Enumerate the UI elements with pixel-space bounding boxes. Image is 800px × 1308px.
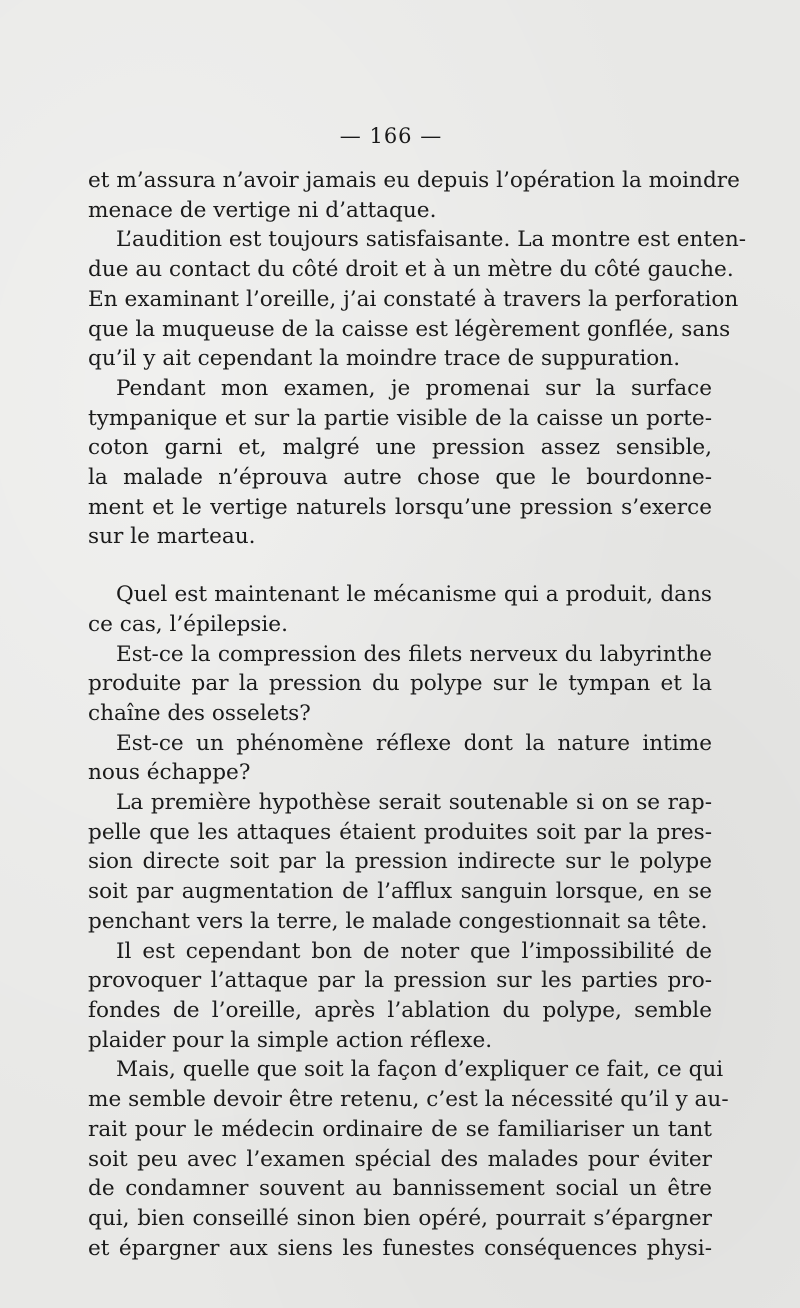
text-line: qui, bien conseillé sinon bien opéré, pourrait s’épargner [88,1205,712,1231]
text-line: nous échappe? [88,760,251,786]
paragraph [88,937,712,1056]
text-line: due au contact du côté droit et à un mètre du côté gauche. [88,257,734,283]
text-line: ce cas, l’épilepsie. [88,611,288,637]
paragraph [88,374,712,552]
text-line: ment et le vertige naturels lorsqu’une pression s’exerce [88,494,712,520]
text-line: pelle que les attaques étaient produites soit par la pres- [88,819,712,845]
text-line: L’audition est toujours satisfaisante. La montre est enten- [116,227,747,253]
paragraph [88,640,712,729]
text-line: coton garni et, malgré une pression assez sensible, [88,435,712,461]
text-line: que la muqueuse de la caisse est légèrement gonflée, sans [88,316,731,342]
text-line: Mais, quelle que soit la façon d’expliquer ce fait, ce qui [116,1057,724,1083]
text-line: qu’il y ait cependant la moindre trace de suppuration. [88,346,681,372]
paragraph [88,225,747,374]
text-line: soit par augmentation de l’afflux sanguin lorsque, en se [88,879,712,905]
text-line: chaîne des osselets? [88,700,311,726]
paragraph [88,788,712,937]
text-line: soit peu avec l’examen spécial des malades pour éviter [88,1146,712,1172]
text-line: En examinant l’oreille, j’ai constaté à travers la perforation [88,286,739,312]
text-line: provoquer l’attaque par la pression sur les parties pro- [88,968,712,994]
text-line: la malade n’éprouva autre chose que le bourdonne- [88,465,712,491]
text-line: Il est cependant bon de noter que l’impossibilité de [116,938,712,964]
body-text [88,166,747,1263]
text-line: penchant vers la terre, le malade congestionnait sa tête. [88,908,708,934]
paragraph [88,580,712,639]
text-line: Quel est maintenant le mécanisme qui a produit, dans [116,582,712,608]
text-line: Pendant mon examen, je promenai sur la surface [116,375,712,401]
text-line: tympanique et sur la partie visible de la caisse un porte- [88,405,712,431]
text-line: plaider pour la simple action réflexe. [88,1027,493,1053]
section-gap [88,552,712,580]
paragraph [88,166,740,225]
text-line: Est-ce un phénomène réflexe dont la nature intime [116,730,712,756]
text-line: produite par la pression du polype sur le tympan et la [88,671,712,697]
paragraph [88,729,712,788]
text-line: de condamner souvent au bannissement social un être [88,1176,712,1202]
text-line: La première hypothèse serait soutenable si on se rap- [116,790,712,816]
text-line: sion directe soit par la pression indirecte sur le polype [88,849,712,875]
text-line: Est-ce la compression des filets nerveux du labyrinthe [116,641,712,667]
text-line: et épargner aux siens les funestes conséquences physi- [88,1235,712,1261]
text-line: sur le marteau. [88,524,256,550]
text-line: menace de vertige ni d’attaque. [88,197,437,223]
paragraph [88,1055,729,1263]
text-line: rait pour le médecin ordinaire de se familiariser un tant [88,1116,712,1142]
text-line: me semble devoir être retenu, c’est la nécessité qu’il y au- [88,1087,729,1113]
text-line: et m’assura n’avoir jamais eu depuis l’opération la moindre [88,168,740,193]
page-number: — 166 — [339,124,443,148]
text-line: fondes de l’oreille, après l’ablation du polype, semble [88,997,712,1023]
